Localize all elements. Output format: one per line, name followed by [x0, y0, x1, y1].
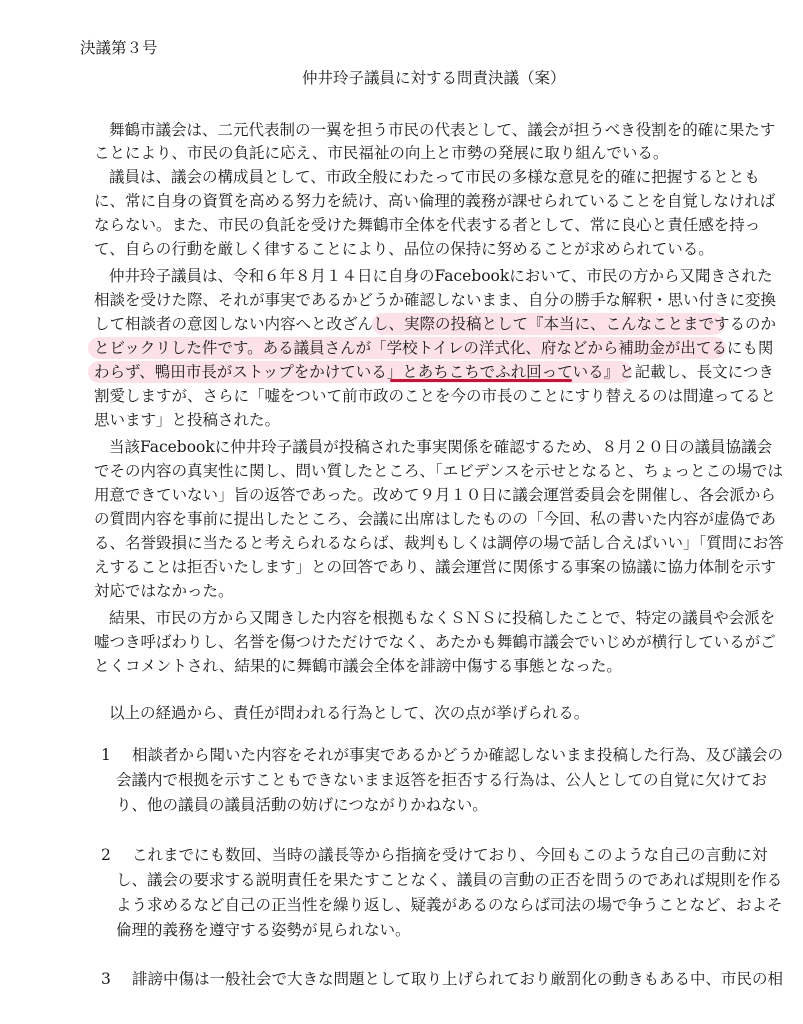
item-line: よう求めるなど自己の正当性を繰り返し、疑義があるのならば司法の場で争うことなど、およそ	[116, 896, 783, 914]
item-line: 会議内で根拠を示すこともできないまま返答を拒否する行為は、公人としての自覚に欠けてお	[116, 771, 768, 789]
paragraph-line: 嘘つき呼ばわりし、名誉を傷つけただけでなく、あたかも舞鶴市議会でいじめが横行しているがご	[94, 633, 776, 651]
item-line: り、他の議員の議員活動の妨げにつながりかねない。	[116, 796, 488, 814]
resolution-number: 決議第３号	[80, 39, 158, 57]
item-line: し、議会の要求する説明責任を果たすことなく、議員の言動の正否を問うのであれば規則を作る	[116, 871, 783, 889]
paragraph-line: 結果、市民の方から又聞きした内容を根拠もなくＳＮＳに投稿したことで、特定の議員や会派を	[109, 609, 776, 627]
paragraph-line: 用意できていない」旨の返答であった。改めて９月１０日に議会運営委員会を開催し、各会派から	[94, 486, 776, 504]
item-number: 2	[101, 846, 111, 864]
paragraph-line: 当該Facebookに仲井玲子議員が投稿された事実関係を確認するため、８月２０日の議員協議会	[109, 438, 773, 456]
paragraph-line: でその内容の真実性に関し、問い質したところ、「エビデンスを示せとなると、ちょっとこの場では	[94, 462, 783, 480]
summary-line: 以上の経過から、責任が問われる行為として、次の点が挙げられる。	[109, 704, 590, 722]
paragraph-line: 対応ではなかった。	[94, 582, 234, 600]
paragraph-line: とビックリした件です。ある議員さんが「学校トイレの洋式化、府などから補助金が出てるにも関	[94, 339, 774, 357]
paragraph-line: る、名誉毀損に当たると考えられるならば、裁判もしくは調停の場で話し合えばいい」「質問にお答	[94, 534, 784, 552]
item-number: 3	[101, 970, 111, 988]
paragraph-line: 仲井玲子議員は、令和６年８月１４日に自身のFacebookにおいて、市民の方から又聞きされた	[109, 267, 773, 285]
item-line: 相談者から聞いた内容をそれが事実であるかどうか確認しないまま投稿した行為、及び議会の	[132, 746, 784, 764]
paragraph-line: 割愛しますが、さらに「嘘をついて前市政のことを今の市長のことにすり替えるのは間違ってると	[94, 387, 777, 405]
paragraph-line: に、常に自身の資質を高める努力を続け、高い倫理的義務が課せられていることを自覚しなければ	[94, 192, 776, 210]
paragraph-line: えすることは拒否いたします」との回答であり、議会運営に関係する事案の協議に協力体制を示す	[94, 558, 777, 576]
paragraph-line: て、自らの行動を厳しく律することにより、品位の保持に努めることが求められている。	[94, 240, 714, 258]
item-line: 倫理的義務を遵守する姿勢が見られない。	[116, 921, 411, 939]
paragraph-line: ことにより、市民の負託に応え、市民福祉の向上と市勢の発展に取り組んでいる。	[94, 144, 669, 162]
paragraph-line: わらず、鴨田市長がストップをかけている」とあちこちでふれ回っている』と記載し、長文につき	[94, 363, 774, 381]
paragraph-line: の質問内容を事前に提出したところ、会議に出席はしたものの「今回、私の書いた内容が虚偽であ	[94, 510, 777, 528]
item-number: 1	[101, 746, 111, 764]
paragraph-line: 相談を受けた際、それが事実であるかどうか確認しないまま、自分の勝手な解釈・思い付きに変換	[94, 291, 777, 309]
paragraph-line: 舞鶴市議会は、二元代表制の一翼を担う市民の代表として、議会が担うべき役割を的確に果たす	[109, 121, 776, 139]
paragraph-line: ならない。また、市民の負託を受けた舞鶴市全体を代表する者として、常に良心と責任感を持っ	[94, 216, 761, 234]
item-line: これまでにも数回、当時の議長等から指摘を受けており、今回もこのような自己の言動に対	[132, 846, 768, 864]
paragraph-line: して相談者の意図しない内容へと改ざんし、実際の投稿として『本当に、こんなことまでするのか	[94, 315, 777, 333]
paragraph-line: とくコメントされ、結果的に舞鶴市議会全体を誹謗中傷する事態となった。	[94, 657, 622, 675]
paragraph-line: 思います」と投稿された。	[94, 411, 281, 429]
paragraph-line: 議員は、議会の構成員として、市政全般にわたって市民の多様な意見を的確に把握するととも	[109, 168, 760, 186]
resolution-title: 仲井玲子議員に対する問責決議（案）	[302, 69, 566, 87]
item-line: 誹謗中傷は一般社会で大きな問題として取り上げられており厳罰化の動きもある中、市民の相	[132, 970, 784, 988]
